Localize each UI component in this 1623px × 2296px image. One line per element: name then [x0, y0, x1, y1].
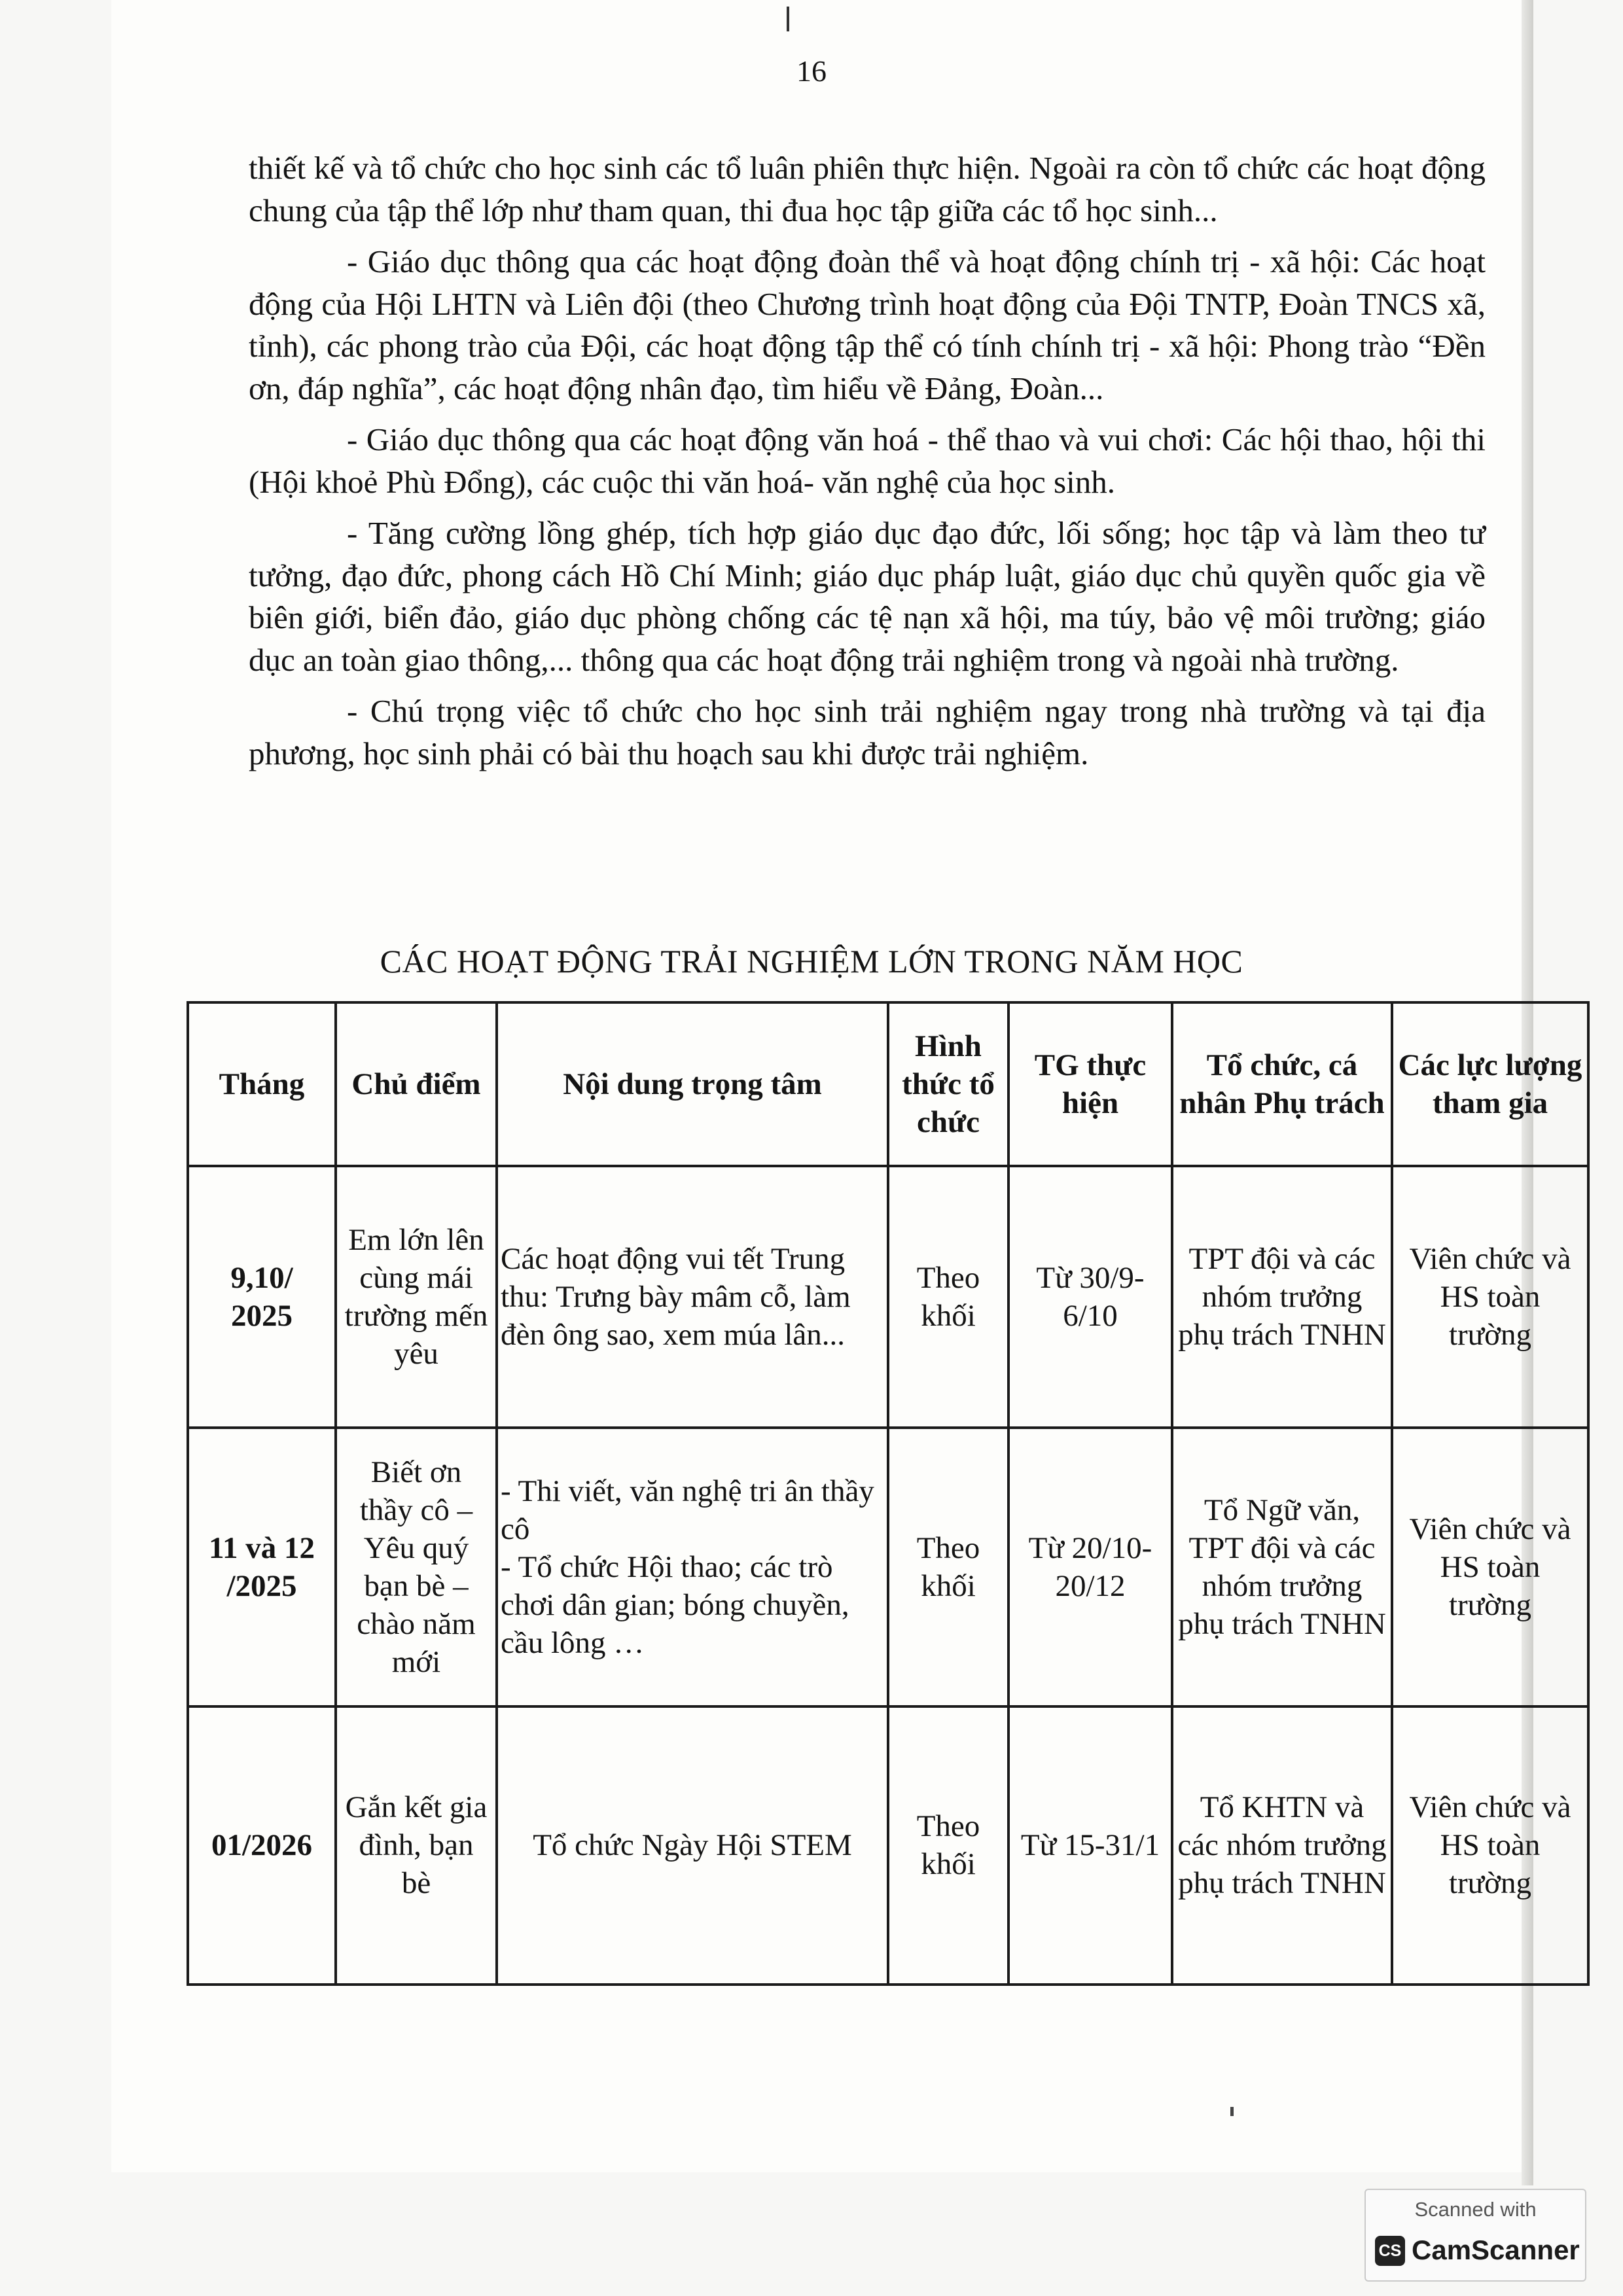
cell-participants: Viên chức và HS toàn trường [1392, 1706, 1588, 1985]
table-row [188, 1166, 1588, 1428]
body-text [249, 147, 1486, 784]
activities-table [187, 1001, 1590, 1986]
paragraph: - Chú trọng việc tổ chức cho học sinh trải nghiệm ngay trong nhà trường và tại địa phương, học sinh phải có bài thu hoạch sau khi được trải nghiệm. [249, 693, 1486, 771]
cell-content [497, 1428, 888, 1706]
page-number: 16 [796, 54, 827, 88]
paragraph: thiết kế và tổ chức cho học sinh các tổ luân phiên thực hiện. Ngoài ra còn tổ chức các hoạt động chung của tập thể lớp như tham quan, thi đua học tập giữa các tổ học sinh... [249, 150, 1486, 228]
table-row [188, 1706, 1588, 1985]
cell-month: 11 và 12 /2025 [188, 1428, 336, 1706]
paragraph: - Giáo dục thông qua các hoạt động đoàn thể và hoạt động chính trị - xã hội: Các hoạt động của Hội LHTN và Liên đội (theo Chương trình hoạt động của Đội TNTP, Đoàn TNCS xã, tỉnh), các phong trào của Đội, các hoạt động tập thể có tính chính trị - xã hội: Phong trào “Đền ơn, đáp nghĩa”, các hoạt động nhân đạo, tìm hiểu về Đảng, Đoàn... [249, 243, 1486, 406]
cell-month: 9,10/ 2025 [188, 1166, 336, 1428]
table-row [188, 1428, 1588, 1706]
cell-participants: Viên chức và HS toàn trường [1392, 1428, 1588, 1706]
header-form: Hình thức tổ chức [888, 1002, 1008, 1166]
cell-time: Từ 15-31/1 [1008, 1706, 1172, 1985]
cell-lead: Tổ Ngữ văn, TPT đội và các nhóm trưởng phụ trách TNHN [1172, 1428, 1392, 1706]
paragraph: - Tăng cường lồng ghép, tích hợp giáo dục đạo đức, lối sống; học tập và làm theo tư tưởng, đạo đức, phong cách Hồ Chí Minh; giáo dục pháp luật, giáo dục chủ quyền quốc gia về biên giới, biển đảo, giáo dục phòng chống các tệ nạn xã hội, ma túy, bảo vệ môi trường; giáo dục an toàn giao thông,... thông qua các hoạt động trải nghiệm trong và ngoài nhà trường. [249, 515, 1486, 678]
cell-content [497, 1166, 888, 1428]
cell-time: Từ 30/9-6/10 [1008, 1166, 1172, 1428]
header-theme: Chủ điểm [336, 1002, 497, 1166]
scan-mark [787, 7, 789, 31]
cell-form: Theo khối [888, 1428, 1008, 1706]
cell-theme: Biết ơn thầy cô – Yêu quý bạn bè – chào năm mới [336, 1428, 497, 1706]
header-month: Tháng [188, 1002, 336, 1166]
cell-content-text: Các hoạt động vui tết Trung thu: Trưng bày mâm cỗ, làm đèn ông sao, xem múa lân... [501, 1242, 851, 1352]
cell-time: Từ 20/10-20/12 [1008, 1428, 1172, 1706]
header-time: TG thực hiện [1008, 1002, 1172, 1166]
cell-content-text: Tổ chức Ngày Hội STEM [533, 1828, 852, 1863]
paragraph: - Giáo dục thông qua các hoạt động văn hoá - thể thao và vui chơi: Các hội thao, hội thi (Hội khoẻ Phù Đổng), các cuộc thi văn hoá- văn nghệ của học sinh. [249, 421, 1486, 500]
cell-content [497, 1706, 888, 1985]
cell-month: 01/2026 [188, 1706, 336, 1985]
scan-mark [1230, 2107, 1234, 2116]
table-title: CÁC HOẠT ĐỘNG TRẢI NGHIỆM LỚN TRONG NĂM HỌC [380, 943, 1243, 980]
cell-theme: Gắn kết gia đình, bạn bè [336, 1706, 497, 1985]
watermark-caption: Scanned with [1414, 2198, 1537, 2221]
camscanner-watermark [1364, 2189, 1586, 2282]
table-header-row [188, 1002, 1588, 1166]
header-lead: Tổ chức, cá nhân Phụ trách [1172, 1002, 1392, 1166]
cell-form: Theo khối [888, 1706, 1008, 1985]
cell-lead: Tổ KHTN và các nhóm trưởng phụ trách TNHN [1172, 1706, 1392, 1985]
activities-table-wrapper [187, 1001, 1582, 1986]
cell-theme: Em lớn lên cùng mái trường mến yêu [336, 1166, 497, 1428]
camscanner-logo-icon: CS [1375, 2236, 1405, 2266]
cell-participants: Viên chức và HS toàn trường [1392, 1166, 1588, 1428]
cell-content-text: - Thi viết, văn nghệ tri ân thầy cô - Tổ chức Hội thao; các trò chơi dân gian; bóng chuyền, cầu lông … [501, 1474, 874, 1660]
header-participants: Các lực lượng tham gia [1392, 1002, 1588, 1166]
watermark-app-name: CamScanner [1412, 2234, 1580, 2265]
cell-lead: TPT đội và các nhóm trưởng phụ trách TNHN [1172, 1166, 1392, 1428]
cell-form: Theo khối [888, 1166, 1008, 1428]
header-content: Nội dung trọng tâm [497, 1002, 888, 1166]
